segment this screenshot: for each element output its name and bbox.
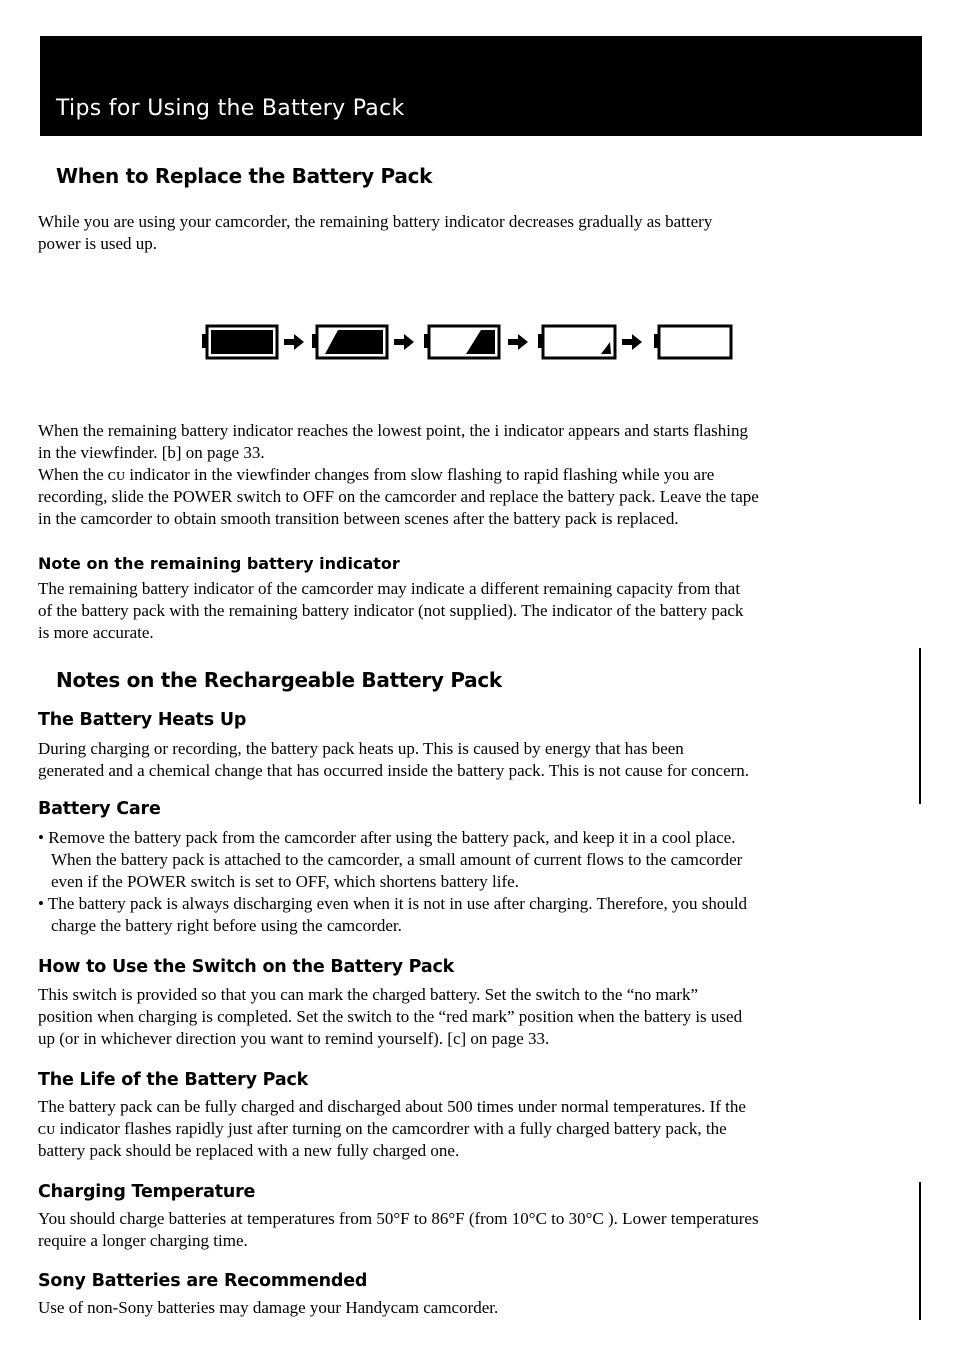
life-body-paragraph <box>38 1096 900 1162</box>
note-body-paragraph <box>38 578 900 644</box>
text-line: in the camcorder to obtain smooth transition between scenes after the battery pack is replaced. <box>38 509 679 528</box>
battery-low-icon <box>538 326 615 358</box>
heading-when-to-replace: When to Replace the Battery Pack <box>56 164 433 188</box>
arrow-right-icon <box>394 334 414 350</box>
heading-battery-care: Battery Care <box>38 799 161 819</box>
margin-rule <box>919 648 921 804</box>
heading-note-remaining-indicator: Note on the remaining battery indicator <box>38 554 400 573</box>
battery-full-icon <box>202 326 277 358</box>
battery-three-quarter-icon <box>312 326 387 358</box>
heading-battery-heats-up: The Battery Heats Up <box>38 710 247 730</box>
replace-intro-paragraph <box>38 211 900 255</box>
section-header-bar <box>40 36 922 136</box>
battery-half-icon <box>424 326 499 358</box>
heading-life-of-battery: The Life of the Battery Pack <box>38 1070 309 1090</box>
text-line: recording, slide the POWER switch to OFF on the camcorder and replace the battery pack. Leave the tape <box>38 487 759 506</box>
text-line: up (or in whichever direction you want to remind yourself). [c] on page 33. <box>38 1029 550 1048</box>
text-line: When the ᴄᴜ indicator in the viewfinder changes from slow flashing to rapid flashing while you are <box>38 465 715 484</box>
text-line: While you are using your camcorder, the remaining battery indicator decreases gradually as battery <box>38 212 713 231</box>
temp-body-paragraph <box>38 1208 900 1252</box>
text-line: require a longer charging time. <box>38 1231 248 1250</box>
text-line: This switch is provided so that you can mark the charged battery. Set the switch to the “no mark” <box>38 985 698 1004</box>
heading-notes-rechargeable: Notes on the Rechargeable Battery Pack <box>56 668 502 692</box>
text-line: The battery pack can be fully charged and discharged about 500 times under normal temperatures. If the <box>38 1097 746 1116</box>
heading-sony-batteries: Sony Batteries are Recommended <box>38 1271 368 1291</box>
text-line: of the battery pack with the remaining battery indicator (not supplied). The indicator of the battery pack <box>38 601 744 620</box>
text-line: battery pack should be replaced with a new fully charged one. <box>38 1141 460 1160</box>
text-line: During charging or recording, the battery pack heats up. This is caused by energy that has been <box>38 739 684 758</box>
page-title: Tips for Using the Battery Pack <box>56 96 405 121</box>
margin-rule <box>919 1182 921 1320</box>
arrow-right-icon <box>508 334 528 350</box>
text-line: You should charge batteries at temperatures from 50°F to 86°F (from 10°C to 30°C ). Lower temperatures <box>38 1209 759 1228</box>
battery-indicator-sequence <box>198 320 738 364</box>
heading-charging-temperature: Charging Temperature <box>38 1182 256 1202</box>
sony-body-paragraph <box>38 1297 900 1319</box>
care-bullet-2 <box>38 893 908 937</box>
text-line: When the battery pack is attached to the camcorder, a small amount of current flows to the camcorder <box>51 850 743 869</box>
text-line: ᴄᴜ indicator flashes rapidly just after turning on the camcordrer with a fully charged battery pack, the <box>38 1119 727 1138</box>
text-line: • Remove the battery pack from the camcorder after using the battery pack, and keep it in a cool place. <box>38 828 736 847</box>
text-line: The remaining battery indicator of the camcorder may indicate a different remaining capacity from that <box>38 579 741 598</box>
text-line: generated and a chemical change that has occurred inside the battery pack. This is not cause for concern. <box>38 761 750 780</box>
text-line: even if the POWER switch is set to OFF, which shortens battery life. <box>51 872 519 891</box>
text-line: Use of non-Sony batteries may damage your Handycam camcorder. <box>38 1298 499 1317</box>
care-bullet-1 <box>38 827 908 893</box>
heading-switch-on-battery: How to Use the Switch on the Battery Pack <box>38 957 455 977</box>
text-line: position when charging is completed. Set the switch to the “red mark” position when the battery is used <box>38 1007 743 1026</box>
text-line: power is used up. <box>38 234 157 253</box>
text-line: • The battery pack is always discharging even when it is not in use after charging. Therefore, you should <box>38 894 748 913</box>
text-line: charge the battery right before using the camcorder. <box>51 916 402 935</box>
text-line: When the remaining battery indicator reaches the lowest point, the i indicator appears and starts flashing <box>38 421 748 440</box>
battery-empty-icon <box>654 326 731 358</box>
text-line: in the viewfinder. [b] on page 33. <box>38 443 265 462</box>
text-line: is more accurate. <box>38 623 154 642</box>
replace-body-paragraph <box>38 420 900 530</box>
heats-body-paragraph <box>38 738 900 782</box>
arrow-right-icon <box>622 334 642 350</box>
arrow-right-icon <box>284 334 304 350</box>
switch-body-paragraph <box>38 984 900 1050</box>
